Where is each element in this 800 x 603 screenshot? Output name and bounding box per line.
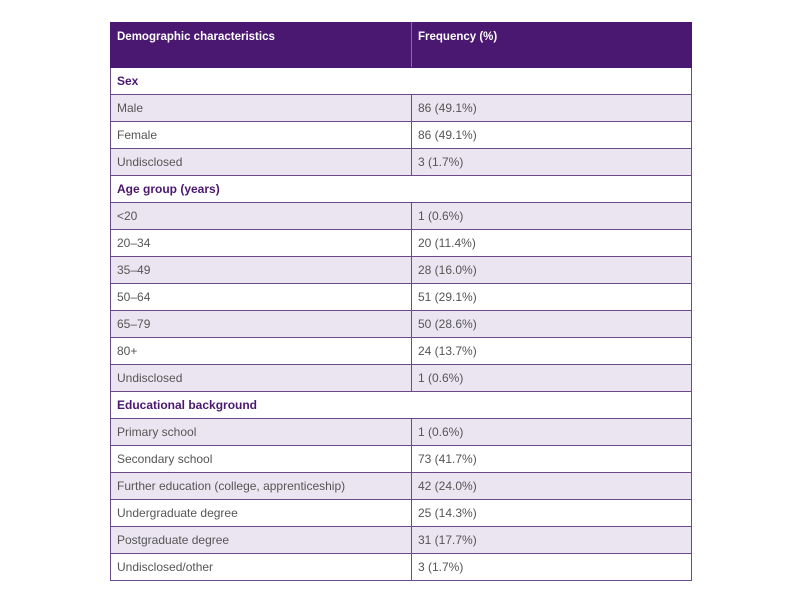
table-row	[111, 311, 692, 338]
section-row-sex	[111, 68, 692, 95]
header-frequency: Frequency (%)	[412, 23, 692, 68]
row-value: 73 (41.7%)	[412, 446, 692, 473]
row-value: 3 (1.7%)	[412, 149, 692, 176]
row-value: 42 (24.0%)	[412, 473, 692, 500]
row-label: Further education (college, apprenticeship)	[111, 473, 412, 500]
row-value: 20 (11.4%)	[412, 230, 692, 257]
row-value: 1 (0.6%)	[412, 203, 692, 230]
row-value: 25 (14.3%)	[412, 500, 692, 527]
table-row	[111, 419, 692, 446]
row-label: <20	[111, 203, 412, 230]
row-value: 1 (0.6%)	[412, 365, 692, 392]
row-label: Undergraduate degree	[111, 500, 412, 527]
table-row	[111, 338, 692, 365]
section-title: Educational background	[111, 392, 692, 419]
table-row	[111, 122, 692, 149]
row-value: 50 (28.6%)	[412, 311, 692, 338]
row-value: 86 (49.1%)	[412, 95, 692, 122]
row-value: 3 (1.7%)	[412, 554, 692, 581]
row-value: 24 (13.7%)	[412, 338, 692, 365]
row-value: 31 (17.7%)	[412, 527, 692, 554]
table-row	[111, 149, 692, 176]
table-row	[111, 230, 692, 257]
table-row	[111, 95, 692, 122]
row-label: Undisclosed	[111, 149, 412, 176]
table-row	[111, 284, 692, 311]
section-row-age	[111, 176, 692, 203]
row-label: 35–49	[111, 257, 412, 284]
row-label: Postgraduate degree	[111, 527, 412, 554]
row-label: Male	[111, 95, 412, 122]
header-characteristics: Demographic characteristics	[111, 23, 412, 68]
row-value: 1 (0.6%)	[412, 419, 692, 446]
section-title: Sex	[111, 68, 692, 95]
row-value: 28 (16.0%)	[412, 257, 692, 284]
row-label: Female	[111, 122, 412, 149]
table-row	[111, 527, 692, 554]
row-label: Primary school	[111, 419, 412, 446]
row-label: Undisclosed	[111, 365, 412, 392]
row-label: 65–79	[111, 311, 412, 338]
section-row-education	[111, 392, 692, 419]
header-row	[111, 23, 692, 68]
row-value: 51 (29.1%)	[412, 284, 692, 311]
row-value: 86 (49.1%)	[412, 122, 692, 149]
table-row	[111, 257, 692, 284]
row-label: 80+	[111, 338, 412, 365]
table-row	[111, 554, 692, 581]
row-label: 20–34	[111, 230, 412, 257]
table-row	[111, 446, 692, 473]
row-label: Undisclosed/other	[111, 554, 412, 581]
table-row	[111, 500, 692, 527]
row-label: Secondary school	[111, 446, 412, 473]
row-label: 50–64	[111, 284, 412, 311]
section-title: Age group (years)	[111, 176, 692, 203]
table-row	[111, 473, 692, 500]
table-row	[111, 203, 692, 230]
table-row	[111, 365, 692, 392]
demographics-table	[110, 22, 692, 581]
